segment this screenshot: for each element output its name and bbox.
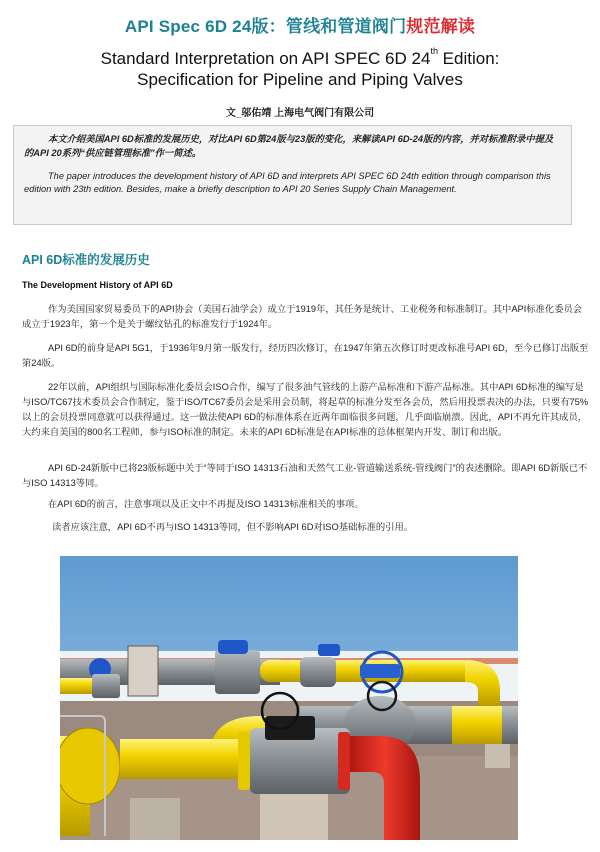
page-title-en: [0, 48, 600, 90]
paragraph-text: 22年以前，API组织与国际标准化委员会ISO合作，编写了很多油气管线的上游产品标准和下游产品标准。其中API 6D标准的编写是与ISO/TC67技术委员会合作制定，鉴于ISO/TC67委员会是采用会员制，将起草的标准分发至各会员，然后用投票表决的办法，只要有75%以上的会员投票同意就可以获得通过。这一做法使API 6D的标准体系在近两年面临很多问题，几乎面临崩溃。因此，API不再允许其成员，大约来自美国的800名工程师，参与ISO标准的制定。未来的API 6D标准是在API标准的总体框架内开发、制订和出版。: [22, 382, 589, 437]
pipeline-valves-photo: [60, 556, 518, 840]
pipeline-illustration-icon: [60, 556, 518, 840]
page-title-cn: [0, 12, 600, 37]
paragraph-1: [22, 302, 589, 332]
abstract-en: The paper introduces the development history of API 6D and interprets API SPEC 6D 24th edition through comparison this edition with 23th edition. Besides, make a briefly description to API 20 Series Supply Chain Management.: [24, 171, 551, 194]
paragraph-text: API 6D的前身是API 5G1，于1936年9月第一版发行，经历四次修订，在1947年第五次修订时更改标准号API 6D，至今已修订出版至第24版。: [22, 343, 589, 368]
paragraph-text: 读者应该注意，API 6D不再与ISO 14313等同，但不影响API 6D对ISO基础标准的引用。: [52, 522, 414, 532]
paragraph-6: [22, 520, 589, 535]
author-byline: 文_邬佑靖 上海电气阀门有限公司: [225, 108, 375, 119]
paragraph-3: [22, 380, 589, 440]
paragraph-text: API 6D-24新版中已将23版标题中关于“等同于ISO 14313石油和天然气工业-管道输送系统-管线阀门”的表述删除。即API 6D新版已不与ISO 14313等同。: [22, 463, 588, 488]
title-cn-highlight: 规范解读: [406, 17, 476, 36]
abstract-cn: 本文介绍美国API 6D标准的发展历史，对比API 6D第24版与23版的变化，来解读API 6D-24版的内容，并对标准附录中提及的API 20系列“供应链管理标准”作一简述。: [24, 134, 554, 158]
paragraph-text: 作为美国国家贸易委员下的API协会（美国石油学会）成立于1919年，其任务是统计、工业税务和标准制订。其中API标准化委员会成立于1923年，第一个是关于螺纹钻孔的标准发行于1924年。: [22, 304, 583, 329]
title-en-superscript: th: [430, 46, 438, 56]
paragraph-text: 在API 6D的前言，注意事项以及正文中不再提及ISO 14313标准相关的事项。: [48, 499, 364, 509]
paragraph-2: [22, 341, 589, 371]
paragraph-4: [22, 461, 589, 491]
title-en-line1: Standard Interpretation on API SPEC 6D 24: [100, 49, 431, 68]
abstract-box: [13, 125, 572, 225]
section-title-cn: API 6D标准的发展历史: [22, 253, 150, 267]
paragraph-5: [22, 497, 589, 512]
title-cn-main: API Spec 6D 24版：管线和管道阀门: [124, 17, 407, 36]
title-en-line1-suffix: Edition:: [437, 49, 500, 68]
section-title-en: The Development History of API 6D: [22, 280, 173, 290]
title-en-line2: Specification for Pipeline and Piping Valves: [137, 70, 463, 89]
